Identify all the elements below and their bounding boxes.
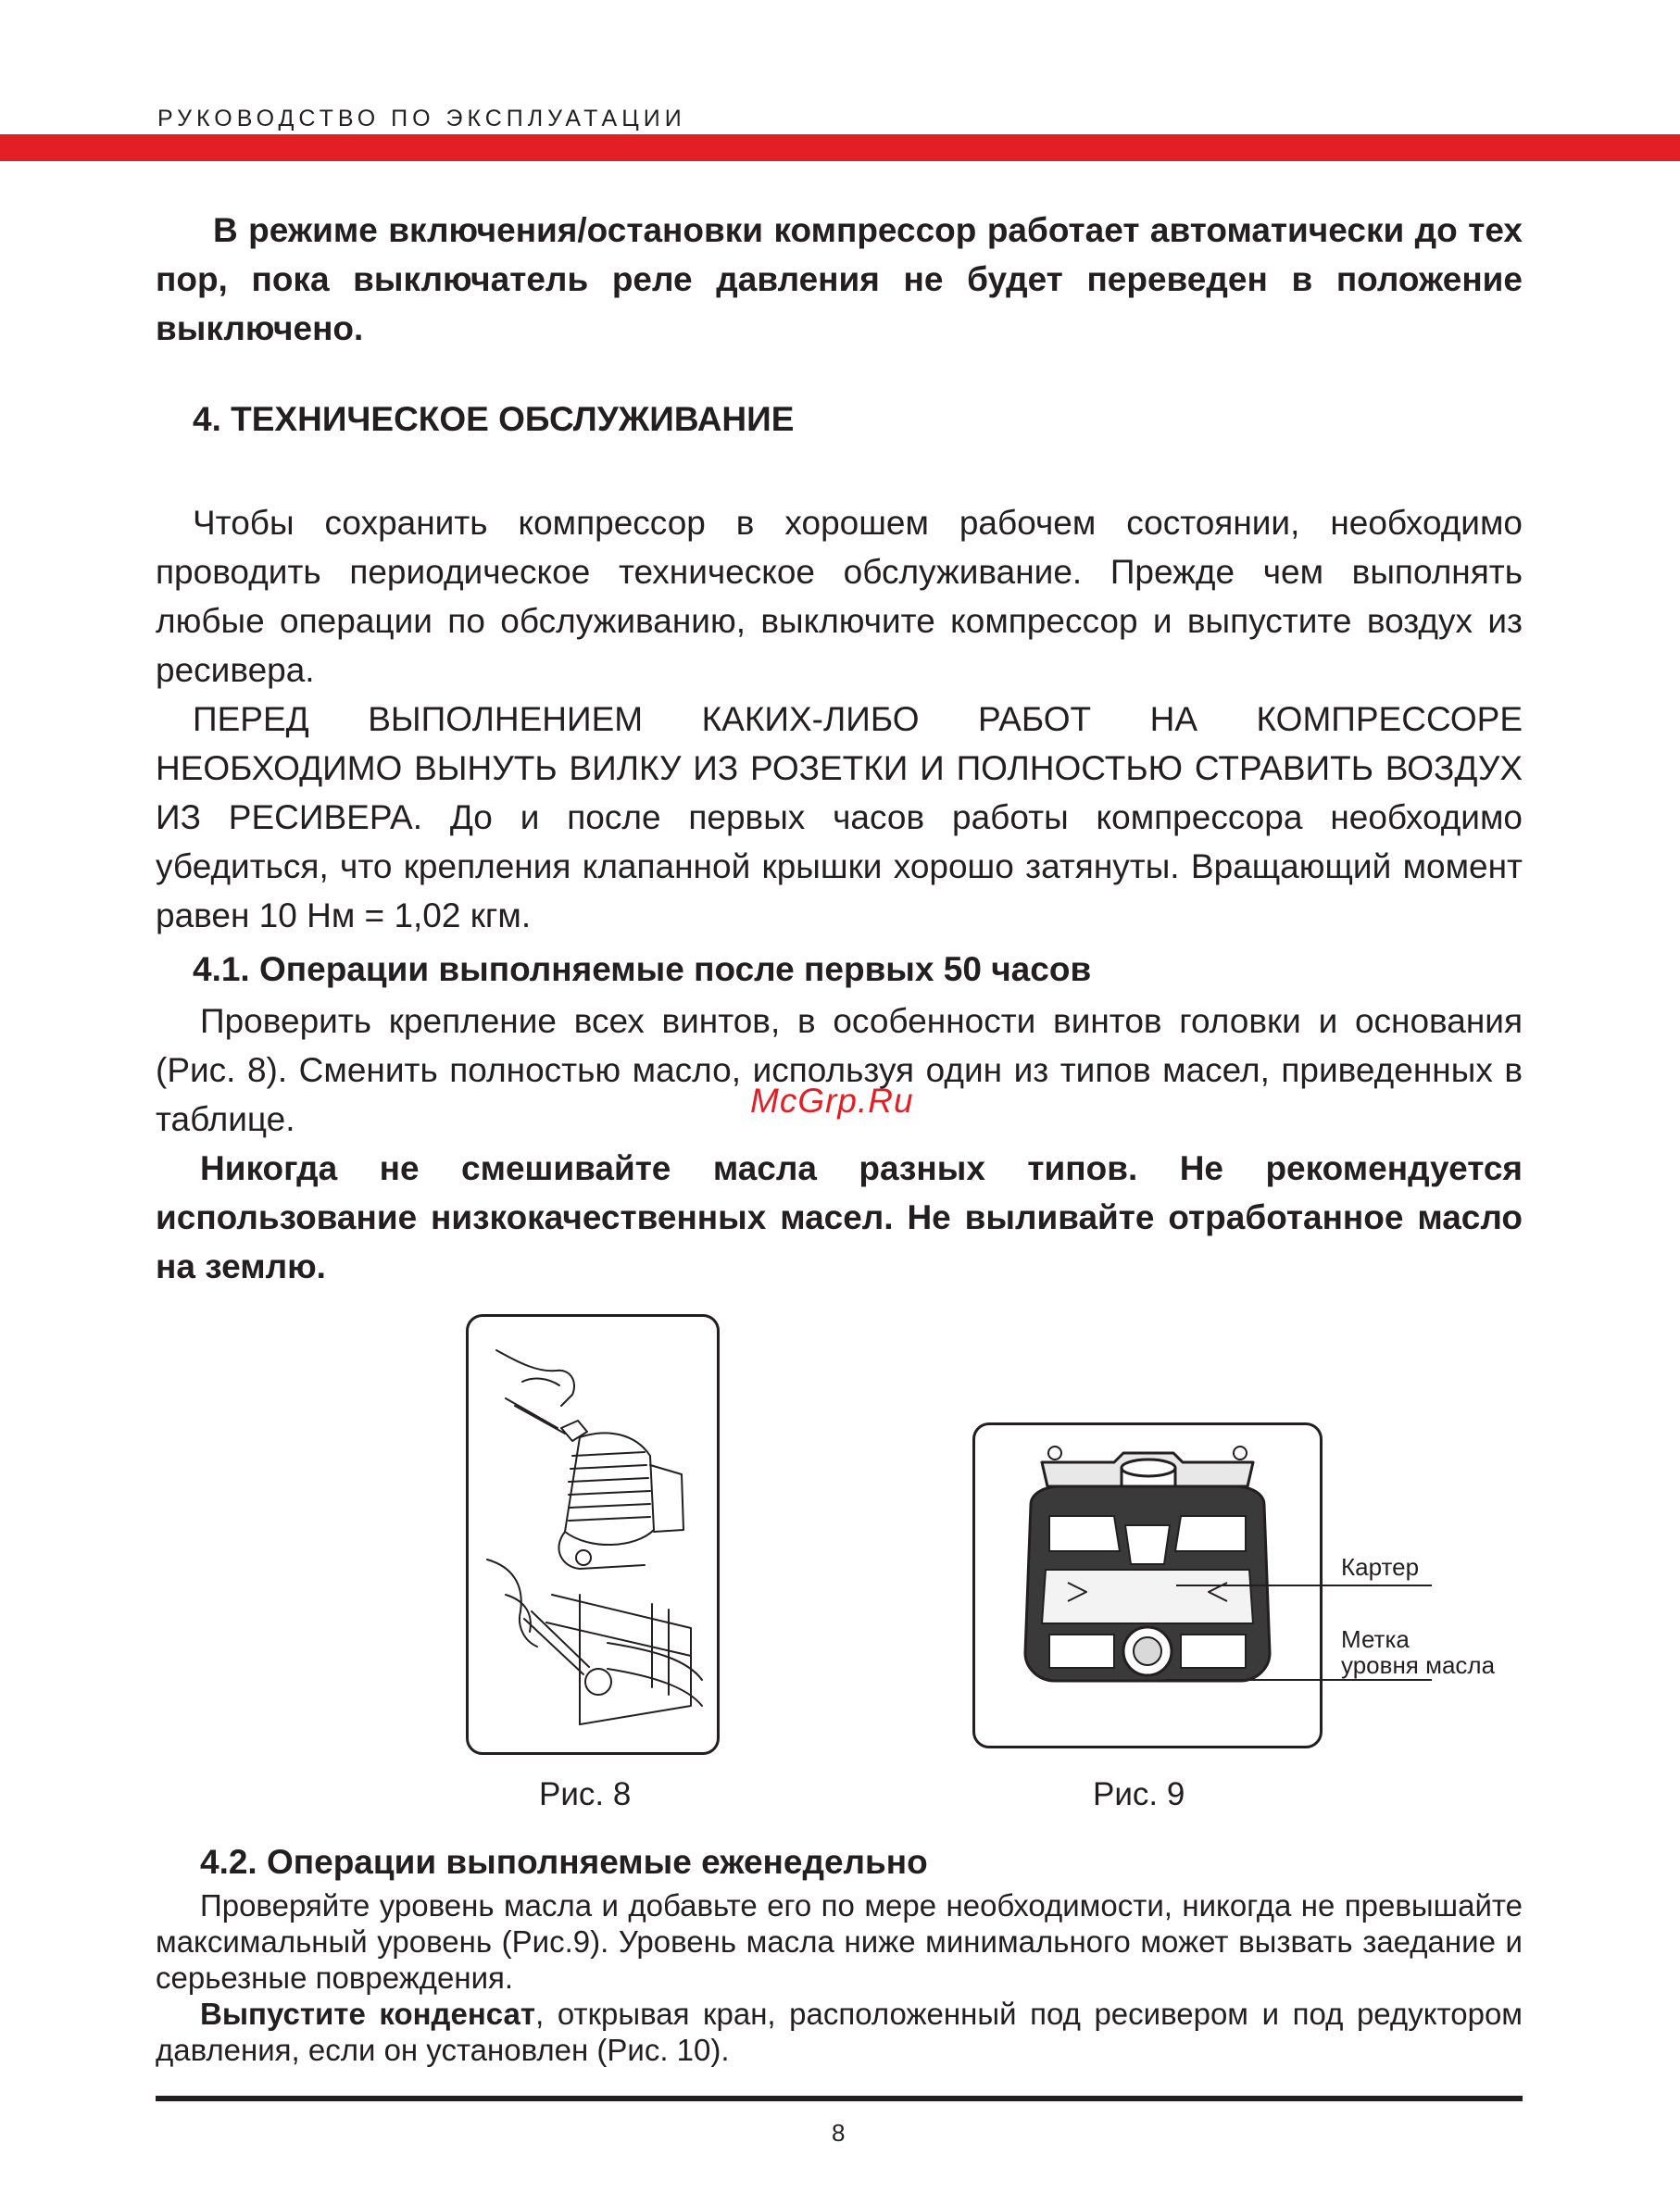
oil-warning-paragraph: Никогда не смешивайте масла разных типов. Не рекомендуется использование низкокачественных масел. Не выливайте отработанное масло на землю. [156,1149,1523,1285]
oil-mark-label-line-2: уровня масла [1341,1651,1496,1679]
figure-8-frame [466,1314,720,1755]
figure-8-illustration [469,1317,717,1752]
section-41-body [156,996,1523,1291]
section-42-paragraph-2 [156,1996,1523,2068]
intro-block [156,206,1523,353]
header-red-bar [0,134,1680,161]
section-4-paragraph-1: Чтобы сохранить компрессор в хорошем рабочем состоянии, необходимо проводить периодическое техническое обслуживание. Прежде чем выполнять любые операции по обслуживанию, выключите компрессор и выпустите воздух из ресивера. [156,504,1523,689]
figure-8-caption: Рис. 8 [539,1776,632,1812]
section-4-heading-wrap [193,400,1560,439]
oil-mark-label [1341,1626,1495,1678]
watermark: McGrp.Ru [750,1082,914,1120]
manual-header: РУКОВОДСТВО ПО ЭКСПЛУАТАЦИИ [157,106,686,132]
drain-condensate-emphasis: Выпустите конденсат [200,1997,536,2031]
page-number: 8 [832,2119,846,2147]
crankcase-label: Картер [1341,1553,1420,1581]
section-4-paragraph-2: ПЕРЕД ВЫПОЛНЕНИЕМ КАКИХ-ЛИБО РАБОТ НА КОМПРЕССОРЕ НЕОБХОДИМО ВЫНУТЬ ВИЛКУ ИЗ РОЗЕТКИ И ПОЛНОСТЬЮ СТРАВИТЬ ВОЗДУХ ИЗ РЕСИВЕРА. До и после первых часов работы компрессора необходимо убедиться, что крепления клапанной крышки хорошо затянуты. Вращающий момент равен 10 Нм = 1,02 кгм. [156,700,1523,934]
section-41-heading: 4.1. Операции выполняемые после первых 50 часов [193,950,1092,988]
section-4-body [156,498,1523,940]
section-41-heading-wrap [193,950,1560,989]
section-4-heading: 4. ТЕХНИЧЕСКОЕ ОБСЛУЖИВАНИЕ [193,400,795,438]
section-42-heading-wrap [200,1843,1567,1882]
section-42-body [156,1887,1523,2068]
intro-paragraph: В режиме включения/остановки компрессор работает автоматически до тех пор, пока выключатель реле давления не будет переведен в положение выключено. [156,211,1523,347]
section-42-paragraph-1: Проверяйте уровень масла и добавьте его по мере необходимости, никогда не превышайте максимальный уровень (Рис.9). Уровень масла ниже минимального может вызвать заедание и серьезные повреждения. [156,1888,1523,1995]
drain-condensate-text: , открывая кран, расположенный под ресивером и под редуктором давления, если он установлен (Рис. 10). [156,1997,1523,2067]
figure-9-caption: Рис. 9 [1093,1776,1185,1812]
section-42-heading: 4.2. Операции выполняемые еженедельно [200,1843,928,1881]
oil-mark-label-line-1: Метка [1341,1625,1410,1653]
footer-rule [156,2096,1523,2101]
section-41-paragraph: Проверить крепление всех винтов, в особенности винтов головки и основания (Рис. 8). Сменить полностью масло, используя один из типов масел, приведенных в таблице. [156,1002,1523,1138]
